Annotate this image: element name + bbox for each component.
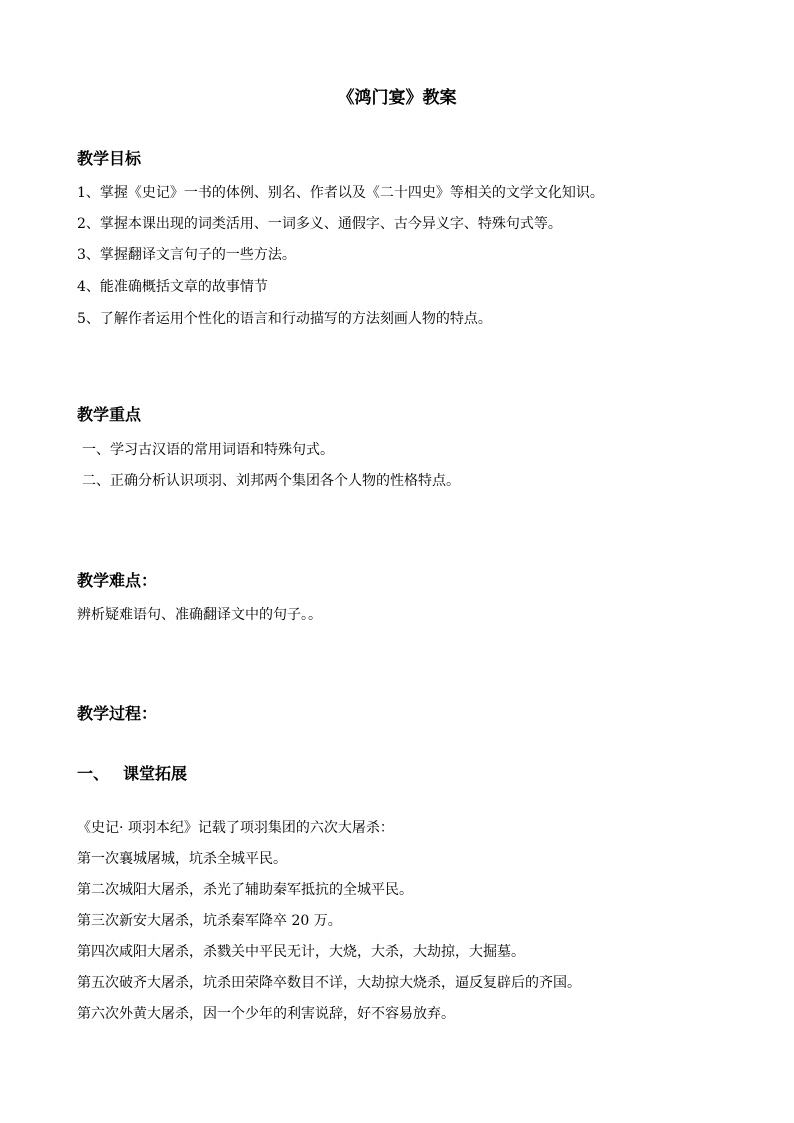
massacre-item-5: 第五次破齐大屠杀，坑杀田荣降卒数目不详，大劫掠大烧杀，逼反复辟后的齐国。 (77, 975, 581, 991)
objective-item-4: 4、能准确概括文章的故事情节 (77, 279, 268, 295)
objective-item-1: 1、掌握《史记》一书的体例、别名、作者以及《二十四史》等相关的文学文化知识。 (77, 185, 604, 201)
key-point-item-1: 一、学习古汉语的常用词语和特殊句式。 (82, 442, 334, 458)
difficulties-heading: 教学难点： (77, 571, 158, 590)
key-points-heading: 教学重点 (77, 405, 142, 424)
objective-item-3: 3、掌握翻译文言句子的一些方法。 (77, 247, 296, 263)
objective-item-5: 5、了解作者运用个性化的语言和行动描写的方法刻画人物的特点。 (77, 311, 492, 327)
massacre-item-4: 第四次咸阳大屠杀，杀戮关中平民无计，大烧，大杀，大劫掠，大掘墓。 (77, 944, 525, 960)
objectives-heading: 教学目标 (77, 149, 142, 168)
difficulties-text: 辨析疑难语句、准确翻译文中的句子。。 (77, 607, 322, 623)
process-heading: 教学过程： (77, 704, 158, 723)
section-one-title: 课堂拓展 (123, 764, 188, 783)
massacre-item-6: 第六次外黄大屠杀，因一个少年的利害说辞，好不容易放弃。 (77, 1006, 455, 1022)
section-one-intro: 《史记· 项羽本纪》记载了项羽集团的六次大屠杀： (77, 820, 394, 836)
section-one-number: 一、 (77, 764, 110, 783)
objective-item-2: 2、掌握本课出现的词类活用、一词多义、通假字、古今异义字、特殊句式等。 (77, 216, 562, 232)
massacre-item-1: 第一次襄城屠城，坑杀全城平民。 (77, 851, 287, 867)
key-point-item-2: 二、正确分析认识项羽、刘邦两个集团各个人物的性格特点。 (82, 473, 460, 489)
massacre-item-2: 第二次城阳大屠杀，杀光了辅助秦军抵抗的全城平民。 (77, 882, 413, 898)
document-title: 《鸿门宴》教案 (337, 88, 457, 108)
section-one-heading (77, 764, 187, 784)
massacre-item-3: 第三次新安大屠杀，坑杀秦军降卒 20 万。 (77, 913, 342, 929)
